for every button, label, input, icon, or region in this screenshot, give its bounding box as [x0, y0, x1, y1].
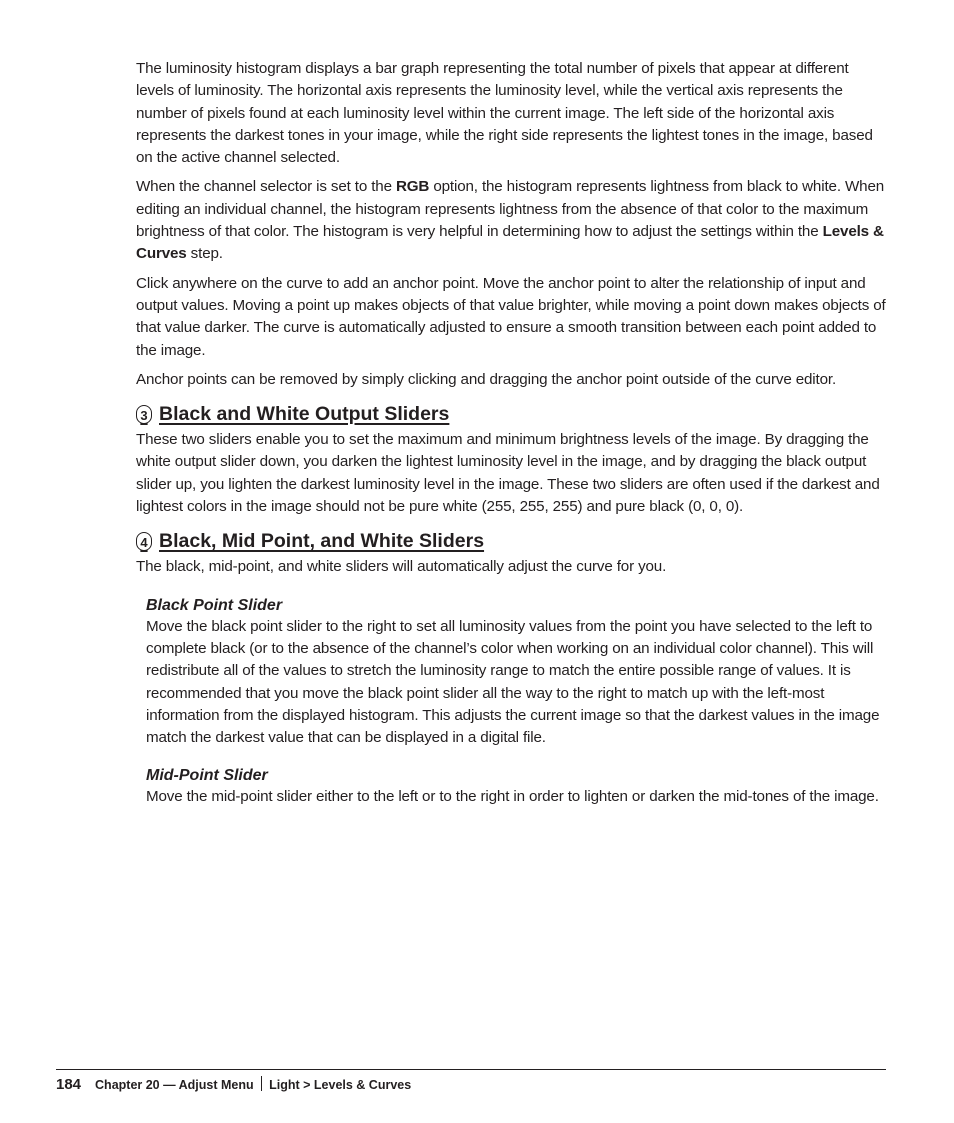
paragraph-point-sliders: The black, mid-point, and white sliders will automatically adjust the curve for you.: [136, 558, 667, 576]
callout-number-3: 3: [136, 405, 152, 424]
rgb-term: RGB: [395, 178, 430, 196]
subheading-black-point: Black Point Slider: [146, 596, 283, 614]
subheading-mid-point: Mid-Point Slider: [146, 767, 268, 785]
levels-curves-term: Levels & Curves: [136, 223, 884, 263]
section-heading-output-sliders: [136, 402, 886, 426]
footer-chapter: Chapter 20 — Adjust Menu: [95, 1078, 254, 1092]
paragraph-anchor-point: Click anywhere on the curve to add an anchor point. Move the anchor point to alter the relationship of input and output values. Moving a point up makes objects of that value brighter, while moving a point down makes objects of that value darker. The curve is automatically adjusted to ensure a smooth transition between each point added to the image.: [136, 274, 886, 359]
footer-section: Light > Levels & Curves: [269, 1078, 412, 1092]
section-title: Black and White Output Sliders: [159, 403, 450, 426]
paragraph-text: option, the histogram represents lightness from black to white. When editing an individual channel, the histogram represents lightness from the absence of that color to the maximum brightness of that color. The histogram is very helpful in determining how to adjust the settings within the: [136, 178, 885, 241]
paragraph-output-sliders: These two sliders enable you to set the maximum and minimum brightness levels of the image. By dragging the white output slider down, you darken the lightest luminosity level in the image, and by dragging the black output slider up, you lighten the darkest luminosity level in the image. These two sliders are often used if the darkest and lightest colors in the image should not be pure white (255, 255, 255) and pure black (0, 0, 0).: [136, 431, 880, 516]
paragraph-channel-selector: [136, 176, 886, 265]
page-content: [136, 58, 886, 816]
callout-number-4: 4: [136, 532, 152, 551]
paragraph-text: step.: [186, 245, 223, 263]
section-title: Black, Mid Point, and White Sliders: [159, 530, 485, 553]
subsection-black-point: [146, 595, 886, 750]
paragraph-black-point: Move the black point slider to the right to set all luminosity values from the point you have selected to the left to complete black (or to the absence of the channel’s color when working on an individual color channel). This will redistribute all of the values to stretch the luminosity range to match the entire possible range of values. It is recommended that you move the black point slider all the way to the right to match up with the left-most information from the displayed histogram. This adjusts the current image so that the darkest values in the image match the darkest value that can be displayed in a digital file.: [146, 617, 880, 747]
paragraph-mid-point: Move the mid-point slider either to the left or to the right in order to lighten or darken the mid-tones of the image.: [146, 788, 879, 806]
footer-divider: [261, 1076, 263, 1091]
paragraph-anchor-remove: Anchor points can be removed by simply clicking and dragging the anchor point outside of the curve editor.: [136, 370, 837, 388]
subsection-mid-point: [146, 765, 886, 808]
section-heading-point-sliders: [136, 529, 886, 553]
page-footer: [56, 1069, 886, 1093]
paragraph-text: When the channel selector is set to the: [136, 178, 396, 196]
paragraph-histogram: The luminosity histogram displays a bar graph representing the total number of pixels that appear at different levels of luminosity. The horizontal axis represents the luminosity level, while the vertical axis represents the number of pixels found at each luminosity level within the current image. The left side of the horizontal axis represents the darkest tones in your image, while the right side represents the lightest tones in the image, based on the active channel selected.: [136, 60, 873, 167]
page-number: 184: [56, 1076, 82, 1093]
